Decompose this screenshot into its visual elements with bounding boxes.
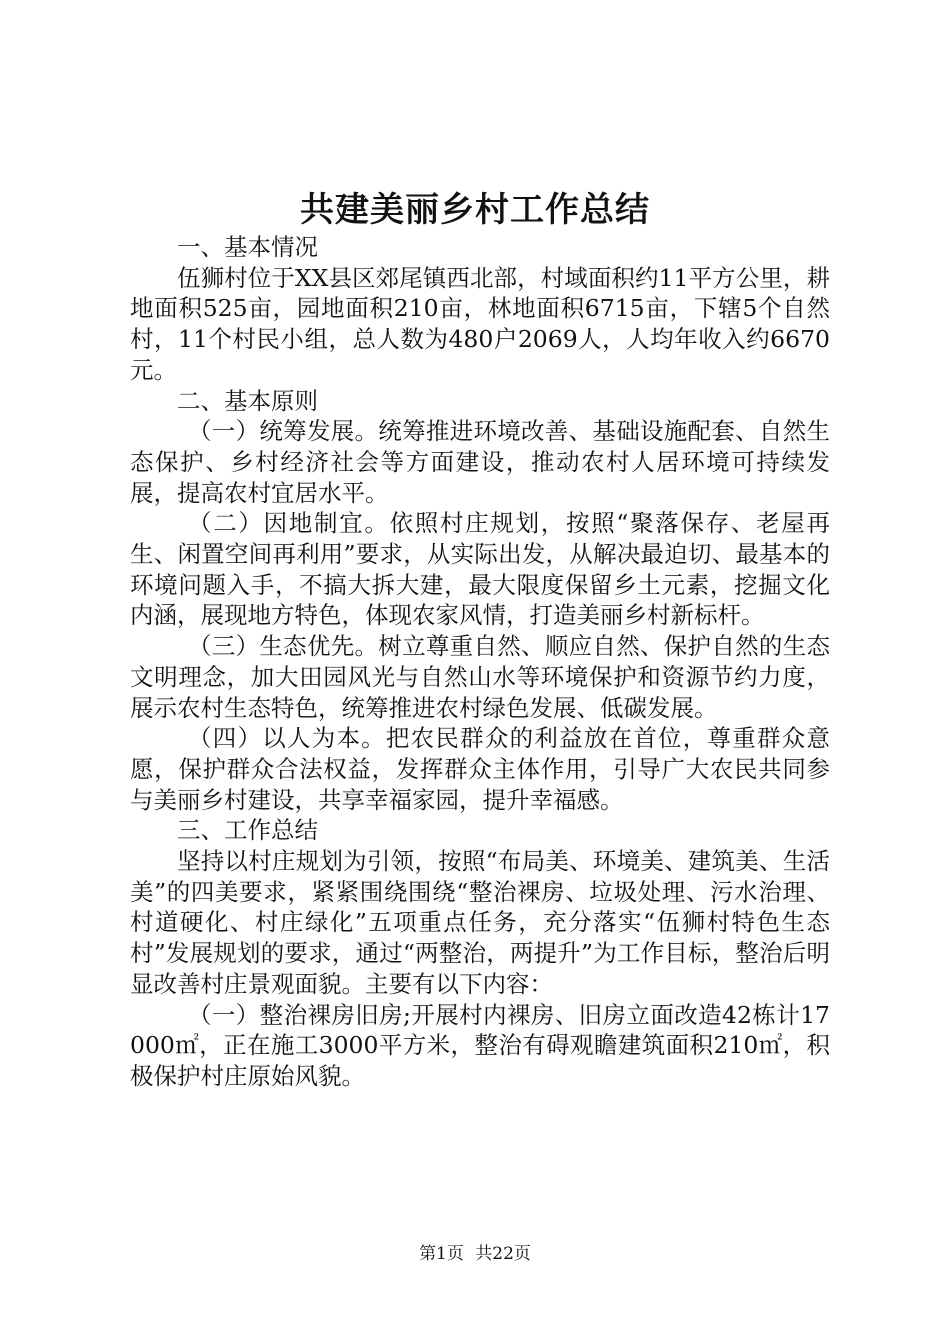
paragraph-principle-1: （一）统筹发展。统筹推进环境改善、基础设施配套、自然生态保护、乡村经济社会等方面建设，推动农村人居环境可持续发展，提高农村宜居水平。 <box>130 417 830 507</box>
page-number-current: 第1页 <box>419 1244 464 1264</box>
paragraph-principle-3: （三）生态优先。树立尊重自然、顺应自然、保护自然的生态文明理念，加大田园风光与自然山水等环境保护和资源节约力度，展示农村生态特色，统筹推进农村绿色发展、低碳发展。 <box>130 632 830 722</box>
page-footer <box>0 1243 950 1265</box>
section-heading-work-summary: 三、工作总结 <box>177 816 318 845</box>
document-title: 共建美丽乡村工作总结 <box>300 190 650 230</box>
section-heading-basic-situation: 一、基本情况 <box>177 233 318 261</box>
document-body <box>130 232 830 1092</box>
page-number-total: 共22页 <box>475 1244 531 1264</box>
paragraph-work-item-1: （一）整治裸房旧房;开展村内裸房、旧房立面改造42栋计17000㎡，正在施工3000平方米，整治有碍观瞻建筑面积210㎡，积极保护村庄原始风貌。 <box>130 1000 830 1090</box>
paragraph-principle-4: （四）以人为本。把农民群众的利益放在首位，尊重群众意愿，保护群众合法权益，发挥群众主体作用，引导广大农民共同参与美丽乡村建设，共享幸福家园，提升幸福感。 <box>130 724 830 814</box>
paragraph-principle-2: （二）因地制宜。依照村庄规划，按照“聚落保存、老屋再生、闲置空间再利用”要求，从实际出发，从解决最迫切、最基本的环境问题入手，不搞大拆大建，最大限度保留乡土元素，挖掘文化内涵，展现地方特色，体现农家风情，打造美丽乡村新标杆。 <box>130 509 830 630</box>
section-heading-basic-principles: 二、基本原则 <box>177 386 318 415</box>
paragraph-village-overview: 伍狮村位于XX县区郊尾镇西北部，村域面积约11平方公里，耕地面积525亩，园地面积210亩，林地面积6715亩，下辖5个自然村，11个村民小组，总人数为480户2069人，人均年收入约6670元。 <box>130 263 830 384</box>
paragraph-work-summary-intro: 坚持以村庄规划为引领，按照“布局美、环境美、建筑美、生活美”的四美要求，紧紧围绕围绕“整治裸房、垃圾处理、污水治理、村道硬化、村庄绿化”五项重点任务，充分落实“伍狮村特色生态村”发展规划的要求，通过“两整治，两提升”为工作目标，整治后明显改善村庄景观面貌。主要有以下内容： <box>130 847 830 998</box>
